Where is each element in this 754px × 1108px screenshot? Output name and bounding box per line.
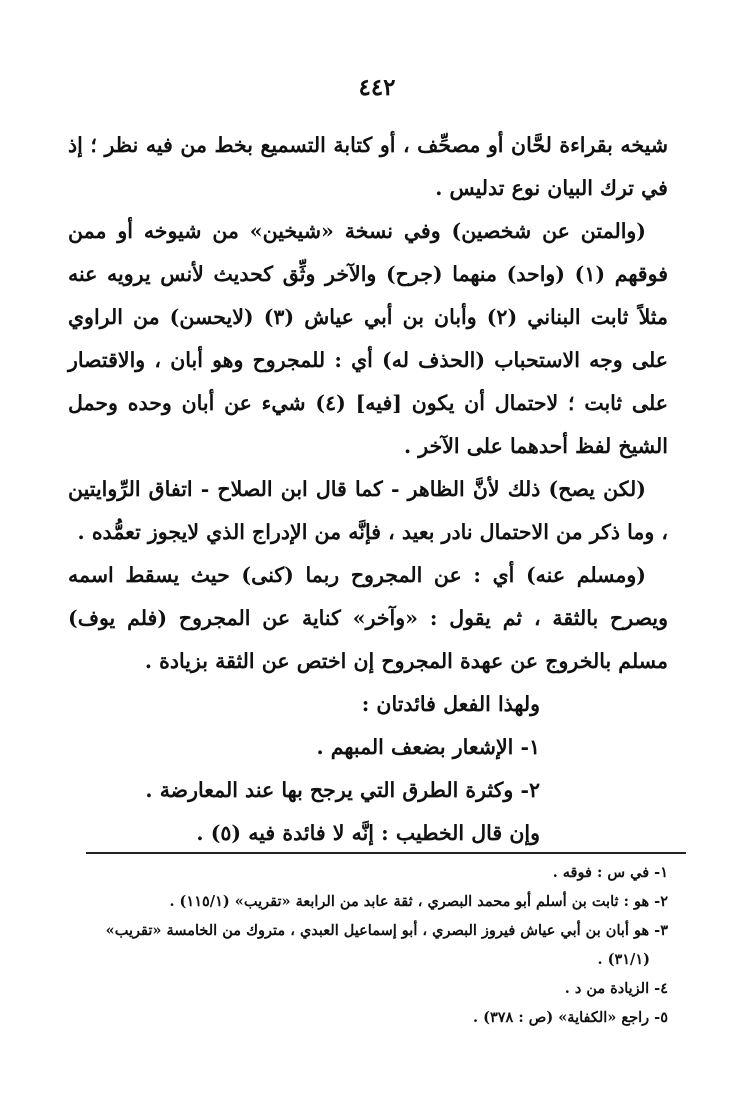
page-number: ٤٤٢ [358, 74, 396, 101]
benefit-item-2: ٢- وكثرة الطرق التي يرجح بها عند المعارضة . [145, 778, 540, 802]
footnote-1: ١- في س : فوقه . [552, 864, 668, 881]
khatib-quote: وإن قال الخطيب : إنَّه لا فائدة فيه (٥) . [196, 821, 540, 845]
footnote-4: ٤- الزيادة من د . [564, 980, 668, 997]
footnote-2: ٢- هو : ثابت بن أسلم أبو محمد البصري ، ثقة عابد من الرابعة «تقريب» (١١٥/١) . [169, 893, 668, 910]
paragraph-1: شيخه بقراءة لحَّان أو مصحِّف ، أو كتابة التسميع بخط من فيه نظر ؛ إذ في ترك البيان نوع تدليس . [68, 133, 668, 200]
paragraph-4: (ومسلم عنه) أي : عن المجروح ربما (كنى) حيث يسقط اسمه ويصرح بالثقة ، ثم يقول : «وآخر» كناية عن المجروح (فلم يوف) مسلم بالخروج عن عهدة المجروح إن اختص عن الثقة بزيادة . [68, 563, 668, 673]
footnote-3-continuation: (٣١/١) . [597, 951, 650, 968]
paragraph-2: (والمتن عن شخصين) وفي نسخة «شيخين» من شيوخه أو ممن فوقهم (١) (واحد) منهما (جرح) والآخر وثِّق كحديث لأنس يرويه عنه مثلاً ثابت البناني (٢) وأبان بن أبي عياش (٣) (لايحسن) من الراوي على وجه الاستحباب (الحذف له) أي : للمجروح وهو أبان ، والاقتصار على ثابت ؛ لاحتمال أن يكون [فيه] (٤) شيء عن أبان وحده وحمل الشيخ لفظ أحدهما على الآخر . [68, 219, 669, 458]
footnotes [58, 858, 668, 1032]
main-text [68, 124, 668, 855]
benefit-item-1: ١- الإشعار بضعف المبهم . [316, 735, 540, 759]
paragraph-3: (لكن يصح) ذلك لأنَّ الظاهر - كما قال ابن الصلاح - اتفاق الرِّوايتين ، وما ذكر من الاحتمال نادر بعيد ، فإنَّه من الإدراج الذي لايجوز تعمُّده . [68, 477, 668, 544]
footnote-3: ٣- هو أبان بن أبي عياش فيروز البصري ، أبو إسماعيل العبدي ، متروك من الخامسة «تقريب» [105, 922, 668, 939]
footnote-5: ٥- راجع «الكفاية» (ص : ٣٧٨) . [473, 1009, 668, 1026]
benefits-heading: ولهذا الفعل فائدتان : [361, 692, 540, 716]
footnote-separator [86, 852, 686, 854]
